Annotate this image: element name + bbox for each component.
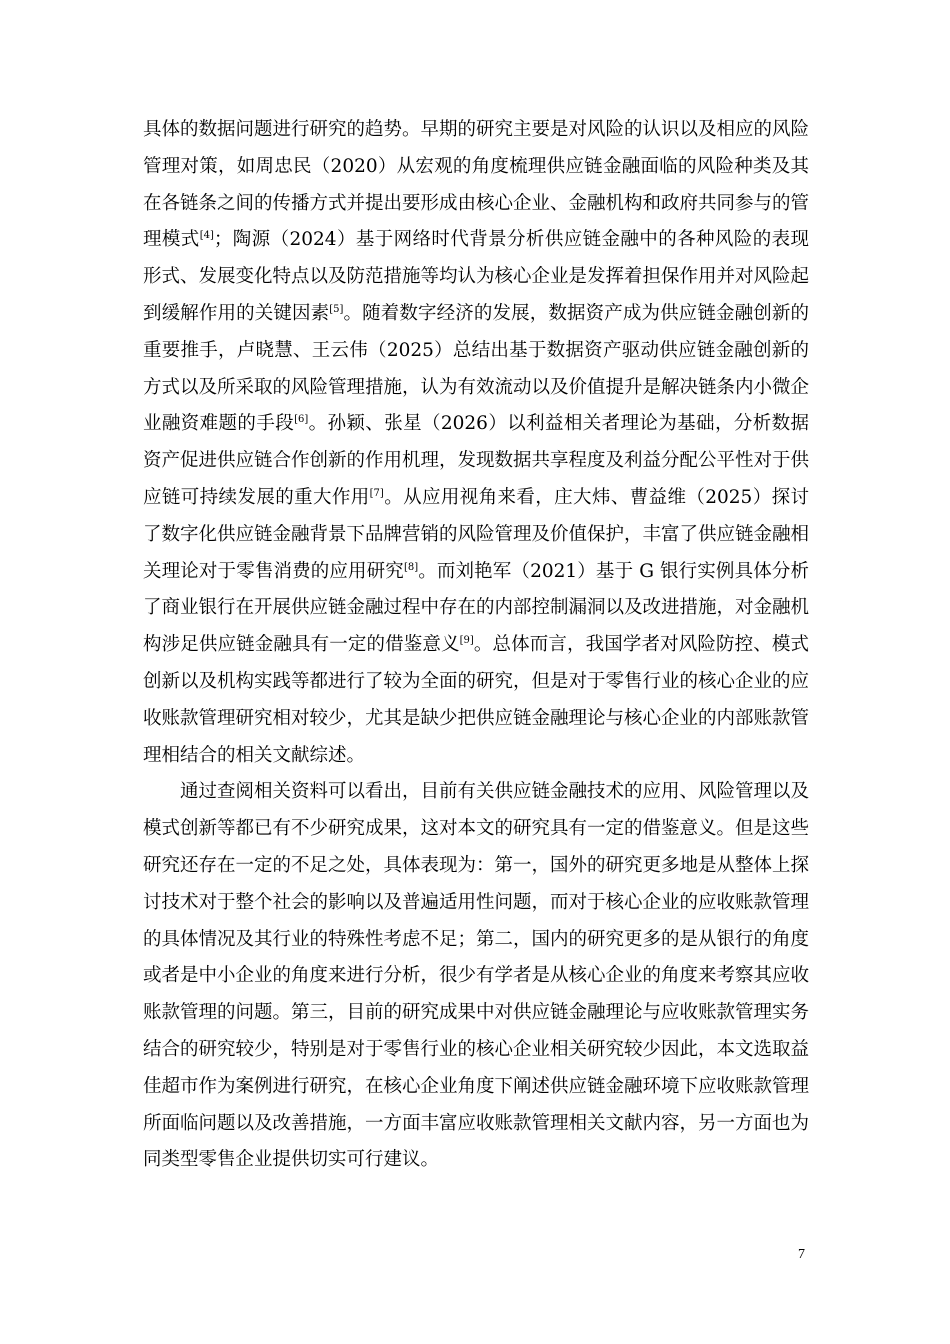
sentence-4: 。孙颖、张星（2026）以利益相关者理论为基础，分析数据资产促进供应链合作创新的作用机理，发现数据共享程度及利益分配公平性对于供应链可持续发展的重大作用 bbox=[143, 413, 810, 508]
citation-6: [6] bbox=[294, 414, 309, 426]
literature-review-paragraph-2: 通过查阅相关资料可以看出，目前有关供应链金融技术的应用、风险管理以及模式创新等都已有不少研究成果，这对本文的研究具有一定的借鉴意义。但是这些研究还存在一定的不足之处，具体表现为：第一，国外的研究更多地是从整体上探讨技术对于整个社会的影响以及普遍适用性问题，而对于核心企业的应收账款管理的具体情况及其行业的特殊性考虑不足；第二，国内的研究更多的是从银行的角度或者是中小企业的角度来进行分析，很少有学者是从核心企业的角度来考察其应收账款管理的问题。第三，目前的研究成果中对供应链金融理论与应收账款管理实务结合的研究较少，特别是对于零售行业的核心企业相关研究较少因此，本文选取益佳超市作为案例进行研究，在核心企业角度下阐述供应链金融环境下应收账款管理所面临问题以及改善措施，一方面丰富应收账款管理相关文献内容，另一方面也为同类型零售企业提供切实可行建议。 bbox=[143, 781, 810, 1171]
sentence-1: 具体的数据问题进行研究的趋势。早期的研究主要是对风险的认识以及相应的风险管理对策，如周忠民（2020）从宏观的角度梳理供应链金融面临的风险种类及其在各链条之间的传播方式并提出要形成由核心企业、金融机构和政府共同参与的管理模式 bbox=[143, 119, 810, 251]
page-number: 7 bbox=[798, 1247, 805, 1262]
sentence-3: 。随着数字经济的发展，数据资产成为供应链金融创新的重要推手，卢晓慧、王云伟（2025）总结出基于数据资产驱动供应链金融创新的方式以及所采取的风险管理措施，认为有效流动以及价值提升是解决链条内小微企业融资难题的手段 bbox=[143, 302, 810, 435]
literature-review-paragraph-1 bbox=[143, 112, 809, 774]
sentence-5: 。从应用视角来看，庄大炜、曹益维（2025）探讨了数字化供应链金融背景下品牌营销的风险管理及价值保护，丰富了供应链金融相关理论对于零售消费的应用研究 bbox=[143, 486, 810, 582]
sentence-6: 。而刘艳军（2021）基于 G 银行实例具体分析了商业银行在开展供应链金融过程中存在的内部控制漏洞以及改进措施，对金融机构涉足供应链金融具有一定的借鉴意义 bbox=[143, 560, 810, 656]
citation-5: [5] bbox=[329, 303, 344, 315]
sentence-7: 。总体而言，我国学者对风险防控、模式创新以及机构实践等都进行了较为全面的研究，但是对于零售行业的核心企业的应收账款管理研究相对较少，尤其是缺少把供应链金融理论与核心企业的内部账款管理相结合的相关文献综述。 bbox=[143, 634, 810, 766]
citation-8: [8] bbox=[403, 561, 419, 573]
citation-7: [7] bbox=[369, 487, 384, 499]
page-body bbox=[143, 112, 809, 1179]
sentence-2: ；陶源（2024）基于网络时代背景分析供应链金融中的各种风险的表现形式、发展变化特点以及防范措施等均认为核心企业是发挥着担保作用并对风险起到缓解作用的关键因素 bbox=[143, 229, 810, 324]
citation-4: [4] bbox=[199, 230, 214, 242]
citation-9: [9] bbox=[459, 635, 474, 646]
